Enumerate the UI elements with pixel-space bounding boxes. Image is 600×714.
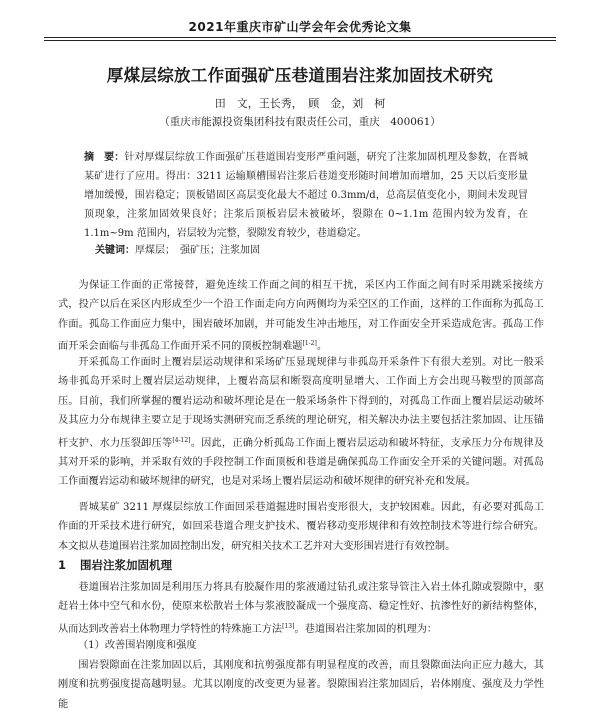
section-heading bbox=[58, 557, 172, 573]
body-paragraph-1: 为保证工作面的正常接替，避免连续工作面之间的相互干扰，采区内工作面之间有时采用跳采接续方式，投产以后在采区内形成至少一个沿工作面走向方向两侧均为采空区的工作面，这样的工作面称为孤岛工作面。孤岛工作面应力集中，围岩破坏加剧，并可能发生冲击地压，对工作面安全开采造成危害。孤岛工作面开采会面临与非孤岛工作面开采不同的顶板控制难题[1-2]。 bbox=[58, 280, 544, 353]
header-rule bbox=[44, 37, 556, 38]
citation: [13] bbox=[282, 622, 295, 630]
citation: [4-12] bbox=[172, 436, 191, 444]
section-number: 1 bbox=[58, 558, 67, 572]
header-rule-thin bbox=[44, 40, 556, 41]
paragraph-text: 为保证工作面的正常接替，避免连续工作面之间的相互干扰，采区内工作面之间有时采用跳采接续方式，投产以后在采区内形成至少一个沿工作面走向方向两侧均为采空区的工作面，这样的工作面称为孤岛工作面。孤岛工作面应力集中，围岩破坏加剧，并可能发生冲击地压，对工作面安全开采造成危害。孤岛工作面开采会面临与非孤岛工作面开采不同的顶板控制难题 bbox=[58, 280, 544, 353]
affiliation: （重庆市能源投资集团科技有限责任公司，重庆 400061） bbox=[159, 116, 441, 128]
paragraph-text: 开采孤岛工作面时上覆岩层运动规律和采场矿压显现规律与非孤岛开采条件下有很大差别。对比一般采场非孤岛开采时上覆岩层运动规律，上覆岩高层和断裂高度明显增大、工作面上方会出现马鞍型的顶部高压。目前，我们所掌握的覆岩运动和破坏理论是在一般采场条件下得到的，对孤岛工作面上覆岩层运动破坏及其应力分布规律主要立足于现场实测研究而乏系统的理论研究，相关解决办法主要包括注浆加固、让压锚杆支护、水力压裂卸压等 bbox=[58, 357, 544, 449]
paragraph-text: 。因此，正确分析孤岛工作面上覆岩层运动和破坏特征，支承压力分布规律及其对开采的影响，并采取有效的手段控制工作面顶板和巷道是确保孤岛工作面安全开采的关键问题。对孤岛工作面覆岩运动和破坏规律的研究，也是对采场上覆岩层运动和破坏规律的研究补充和发展。 bbox=[58, 437, 544, 488]
body-paragraph-4 bbox=[58, 578, 544, 639]
body-paragraph-2 bbox=[58, 353, 544, 492]
keywords-label: 关键词： bbox=[95, 245, 135, 256]
running-header: 2021年重庆市矿山学会年会优秀论文集 bbox=[188, 20, 412, 34]
abstract-label: 摘 要： bbox=[84, 152, 125, 163]
authors: 田 文，王长秀， 顾 金，刘 柯 bbox=[214, 97, 386, 110]
paragraph-text: 晋城某矿 3211 厚煤层综放工作面回采巷道掘进时围岩变形很大，支护较困难。因此，有必要对孤岛工作面的开采技术进行研究，如回采巷道合理支护技术、覆岩移动变形规律和有效控制技术等进行综合研究。本文拟从巷道围岩注浆加固控制出发，研究相关技术工艺并对大变形围岩进行有效控制。 bbox=[58, 502, 544, 552]
paragraph-text: 巷道围岩注浆加固是利用压力将具有胶凝作用的浆液通过钻孔或注浆导管注入岩土体孔隙或裂隙中，驱赶岩土体中空气和水份，使原来松散岩土体与浆液胶凝成一个强度高、稳定性好、抗渗性好的新结构整体，从而达到改善岩土体物理力学特性的特殊施工方法 bbox=[58, 582, 544, 635]
keywords bbox=[95, 241, 535, 256]
keywords-text: 厚煤层； 强矿压；注浆加固 bbox=[135, 245, 260, 256]
section-title: 围岩注浆加固机理 bbox=[80, 558, 172, 572]
body-paragraph-5 bbox=[58, 656, 544, 714]
abstract-text: 针对厚煤层综放工作面强矿压巷道围岩变形严重问题，研究了注浆加固机理及参数，在晋城某矿进行了应用。得出：3211 运输顺槽围岩注浆后巷道变形随时间增加而增加，25 天以后变形量增加缓慢，围岩稳定；顶板错固区高层变化最大不超过 0.3mm/d，总高层值变化小，期间未发现冒顶现象，注浆加固效果良好；注浆后顶板岩层未被破坏，裂隙在 0~1.1m 范围内较为发育，在 1.1m~9m 范围内，岩层较为完整，裂隙发育较少，巷道稳定。 bbox=[84, 152, 529, 239]
citation: [1-2] bbox=[302, 340, 317, 348]
paper-title: 厚煤层综放工作面强矿压巷道围岩注浆加固技术研究 bbox=[106, 66, 494, 85]
body-paragraph-3 bbox=[58, 498, 544, 556]
subsection-heading: （1）改善围岩刚度和强度 bbox=[78, 640, 197, 651]
paragraph-text: 。巷道围岩注浆加固的机理为： bbox=[294, 623, 438, 635]
abstract bbox=[84, 148, 528, 243]
paragraph-text: 围岩裂隙面在注浆加固以后，其刚度和抗剪强度都有明显程度的改善，而且裂隙面法向正应力越大，其刚度和抗剪强度提高越明显。尤其以刚度的改变更为显著。裂隙围岩注浆加固后，岩体刚度、强度及力学性能 bbox=[58, 660, 544, 710]
